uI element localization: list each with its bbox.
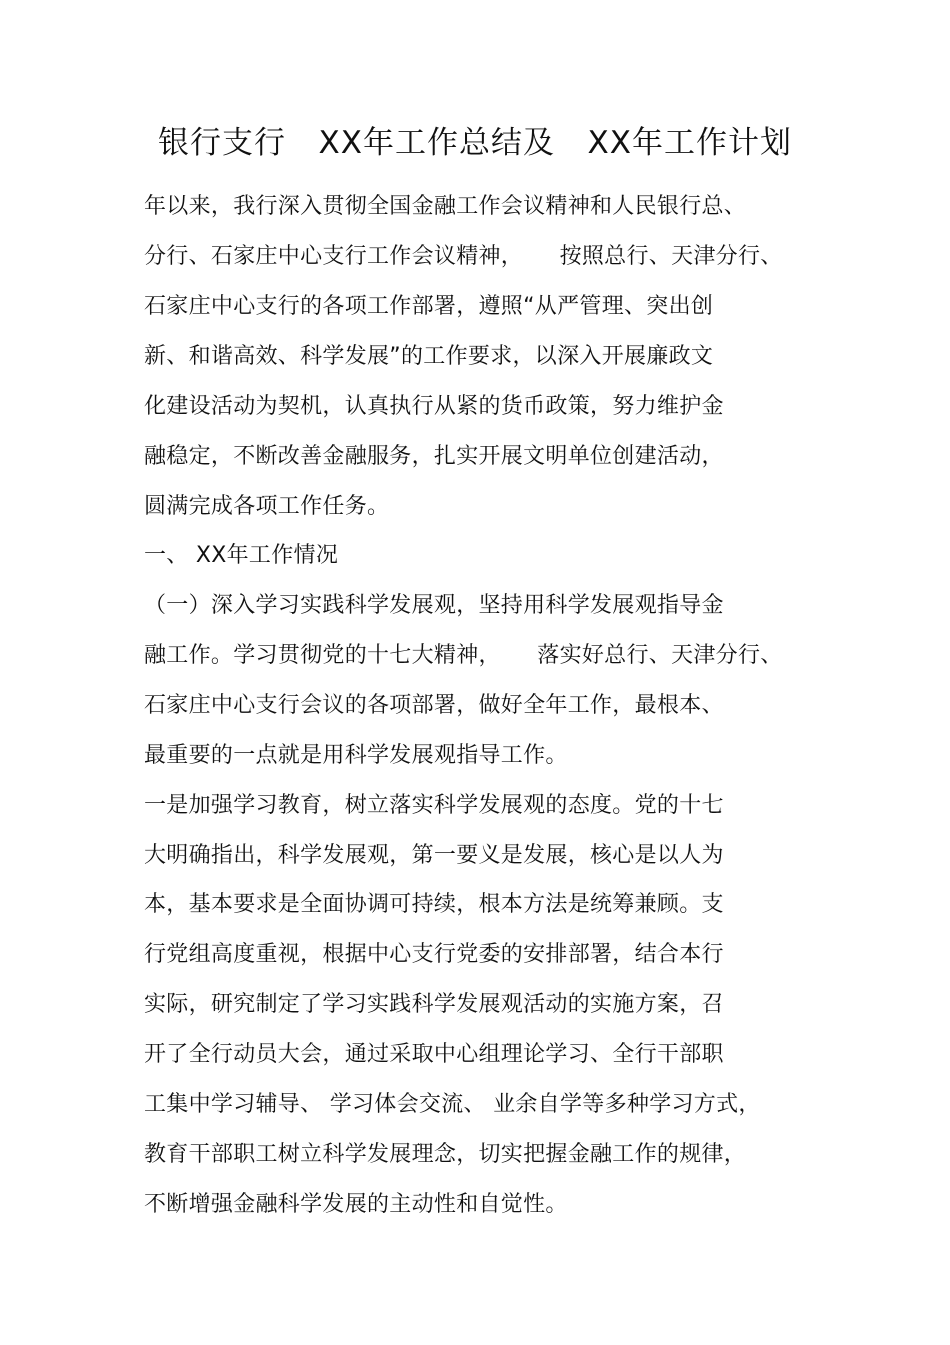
paragraph-line: 最重要的一点就是用科学发展观指导工作。 <box>144 743 568 768</box>
paragraph-line: 圆满完成各项工作任务。 <box>144 494 390 519</box>
paragraph-line: 本，基本要求是全面协调可持续，根本方法是统筹兼顾。支 <box>144 892 724 917</box>
section-heading: 一、 XX年工作情况 <box>144 543 339 568</box>
paragraph-line: 石家庄中心支行的各项工作部署，遵照“从严管理、突出创 <box>144 294 714 319</box>
paragraph-line: 教育干部职工树立科学发展理念，切实把握金融工作的规律， <box>144 1142 747 1167</box>
paragraph-line: 开了全行动员大会，通过采取中心组理论学习、全行干部职 <box>144 1042 724 1067</box>
paragraph-line: 分行、石家庄中心支行工作会议精神， 按照总行、天津分行、 <box>144 244 783 269</box>
paragraph-line: 融稳定，不断改善金融服务，扎实开展文明单位创建活动， <box>144 444 724 469</box>
paragraph-line: 融工作。学习贯彻党的十七大精神， 落实好总行、天津分行、 <box>144 643 783 668</box>
paragraph-line: 行党组高度重视，根据中心支行党委的安排部署，结合本行 <box>144 942 724 967</box>
subsection-heading-line: （一）深入学习实践科学发展观，坚持用科学发展观指导金 <box>144 593 724 618</box>
paragraph-line: 工集中学习辅导、 学习体会交流、 业余自学等多种学习方式， <box>144 1092 761 1117</box>
paragraph-line: 不断增强金融科学发展的主动性和自觉性。 <box>144 1192 568 1217</box>
paragraph-line: 新、和谐高效、科学发展”的工作要求，以深入开展廉政文 <box>144 344 714 369</box>
paragraph-line: 化建设活动为契机，认真执行从紧的货币政策，努力维护金 <box>144 394 724 419</box>
paragraph-line: 实际，研究制定了学习实践科学发展观活动的实施方案，召 <box>144 992 724 1017</box>
paragraph-line: 石家庄中心支行会议的各项部署，做好全年工作，最根本、 <box>144 693 724 718</box>
document-title: 银行支行 XX年工作总结及 XX年工作计划 <box>157 125 793 161</box>
paragraph-line: 一是加强学习教育，树立落实科学发展观的态度。党的十七 <box>144 793 724 818</box>
paragraph-line: 大明确指出，科学发展观，第一要义是发展，核心是以人为 <box>144 843 724 868</box>
paragraph-line: 年以来，我行深入贯彻全国金融工作会议精神和人民银行总、 <box>144 194 747 219</box>
